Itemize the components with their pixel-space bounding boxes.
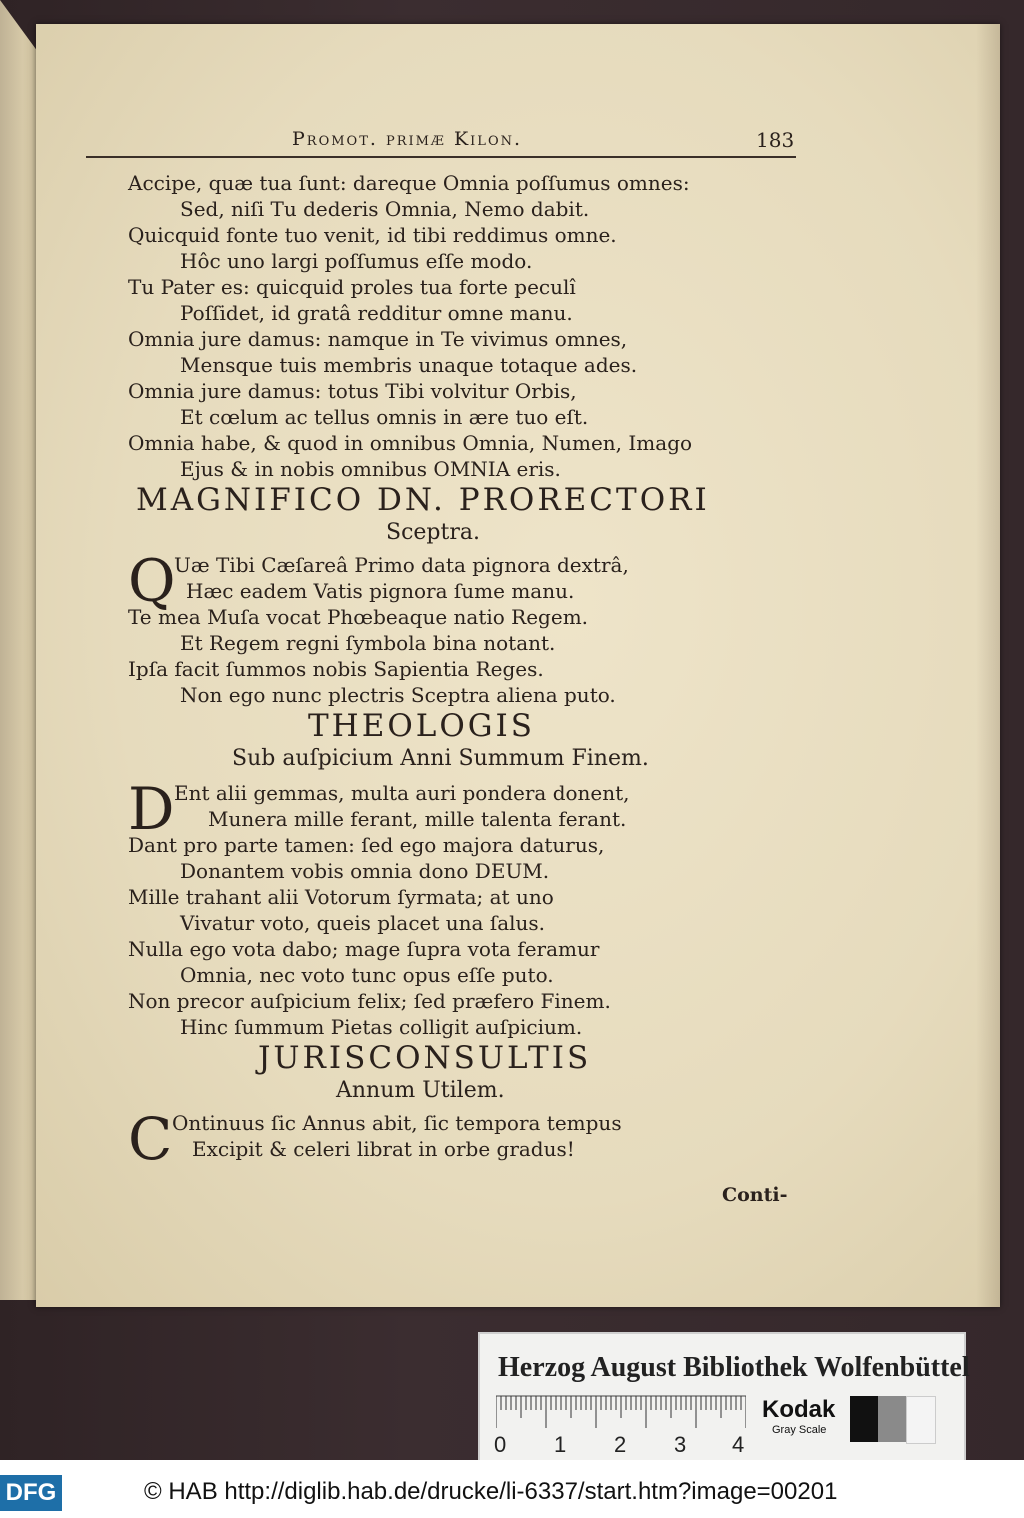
page-number: 183 (756, 128, 795, 152)
header-rule (86, 156, 796, 158)
ruler-number: 0 (494, 1432, 507, 1457)
verse-line: Accipe, quæ tua ſunt: dareque Omnia poſſumus omnes: (128, 171, 690, 195)
drop-capital: D (128, 775, 175, 843)
scale-card (478, 1332, 970, 1464)
verse-line: Quicquid fonte tuo venit, id tibi reddimus omne. (128, 223, 617, 247)
verse-line: Uæ Tibi Cæſareâ Primo data pignora dextrâ, (174, 553, 629, 577)
verse-line: Donantem vobis omnia dono DEUM. (180, 859, 550, 883)
verse-line: Mensque tuis membris unaque totaque ades. (180, 353, 638, 377)
book-page (36, 24, 1000, 1307)
verse-line: Ipſa facit ſummos nobis Sapientia Reges. (128, 657, 544, 681)
section-heading: MAGNIFICO DN. PRORECTORI (136, 482, 710, 518)
measuring-ruler (496, 1394, 746, 1430)
swatch-white (906, 1396, 936, 1444)
verse-line: Et cœlum ac tellus omnis in ære tuo eſt. (180, 405, 589, 429)
verse-line: Hæc eadem Vatis pignora ſume manu. (186, 579, 575, 603)
section-heading: JURISCONSULTIS (258, 1040, 592, 1076)
section-subheading: Annum Utilem. (336, 1078, 505, 1103)
verse-line: Munera mille ferant, mille talenta ferant. (208, 807, 627, 831)
kodak-logo: Kodak (762, 1396, 836, 1423)
verse-line: Et Regem regni ſymbola bina notant. (180, 631, 556, 655)
verse-line: Ejus & in nobis omnibus OMNIA eris. (180, 457, 561, 481)
verse-line: Omnia jure damus: namque in Te vivimus omnes, (128, 327, 628, 351)
ruler-number: 3 (674, 1432, 687, 1457)
verse-line: Poſſidet, id gratâ redditur omne manu. (180, 301, 573, 325)
verse-line: Nulla ego vota dabo; mage ſupra vota feramur (128, 937, 600, 961)
verse-line: Sed, niſi Tu dederis Omnia, Nemo dabit. (180, 197, 590, 221)
library-name: Herzog August Bibliothek Wolfenbüttel (498, 1352, 970, 1383)
swatch-black (850, 1396, 878, 1442)
verse-line: Vivatur voto, queis placet una ſalus. (180, 911, 546, 935)
verse-line: Dant pro parte tamen: ſed ego majora daturus, (128, 833, 605, 857)
section-heading: THEOLOGIS (308, 708, 536, 744)
verse-line: Excipit & celeri librat in orbe gradus! (192, 1137, 575, 1161)
adjacent-page-edge (0, 0, 38, 1300)
ruler-number: 1 (554, 1432, 567, 1457)
verse-line: Non precor auſpicium felix; ſed præfero Finem. (128, 989, 611, 1013)
verse-line: Mille trahant alii Votorum ſyrmata; at uno (128, 885, 554, 909)
drop-capital: Q (128, 547, 176, 615)
ruler-number: 4 (732, 1432, 745, 1457)
verse-line: Hinc ſummum Pietas colligit auſpicium. (180, 1015, 583, 1039)
verse-line: Ontinuus ſic Annus abit, ſic tempora tempus (172, 1111, 622, 1135)
verse-line: Omnia jure damus: totus Tibi volvitur Orbis, (128, 379, 577, 403)
verse-line: Omnia habe, & quod in omnibus Omnia, Numen, Imago (128, 431, 693, 455)
page-text (36, 24, 1000, 1307)
section-subheading: Sceptra. (386, 520, 480, 545)
section-subheading: Sub auſpicium Anni Summum Finem. (232, 746, 649, 771)
swatch-gray (878, 1396, 906, 1442)
catchword: Conti- (722, 1184, 788, 1206)
copyright-notice: © HAB http://diglib.hab.de/drucke/li-6337/start.htm?image=00201 (144, 1478, 838, 1505)
dfg-logo: DFG (0, 1475, 62, 1511)
verse-line: Hôc uno largi poſſumus eſſe modo. (180, 249, 533, 273)
gray-scale-label: Gray Scale (772, 1424, 827, 1436)
drop-capital: C (128, 1105, 173, 1173)
verse-line: Tu Pater es: quicquid proles tua forte peculî (128, 275, 576, 299)
verse-line: Ent alii gemmas, multa auri pondera donent, (174, 781, 630, 805)
ruler-number: 2 (614, 1432, 627, 1457)
running-head: Promot. primæ Kilon. (292, 128, 523, 150)
verse-line: Non ego nunc plectris Sceptra aliena puto. (180, 683, 616, 707)
verse-line: Te mea Muſa vocat Phœbeaque natio Regem. (128, 605, 589, 629)
verse-line: Omnia, nec voto tunc opus eſſe puto. (180, 963, 554, 987)
